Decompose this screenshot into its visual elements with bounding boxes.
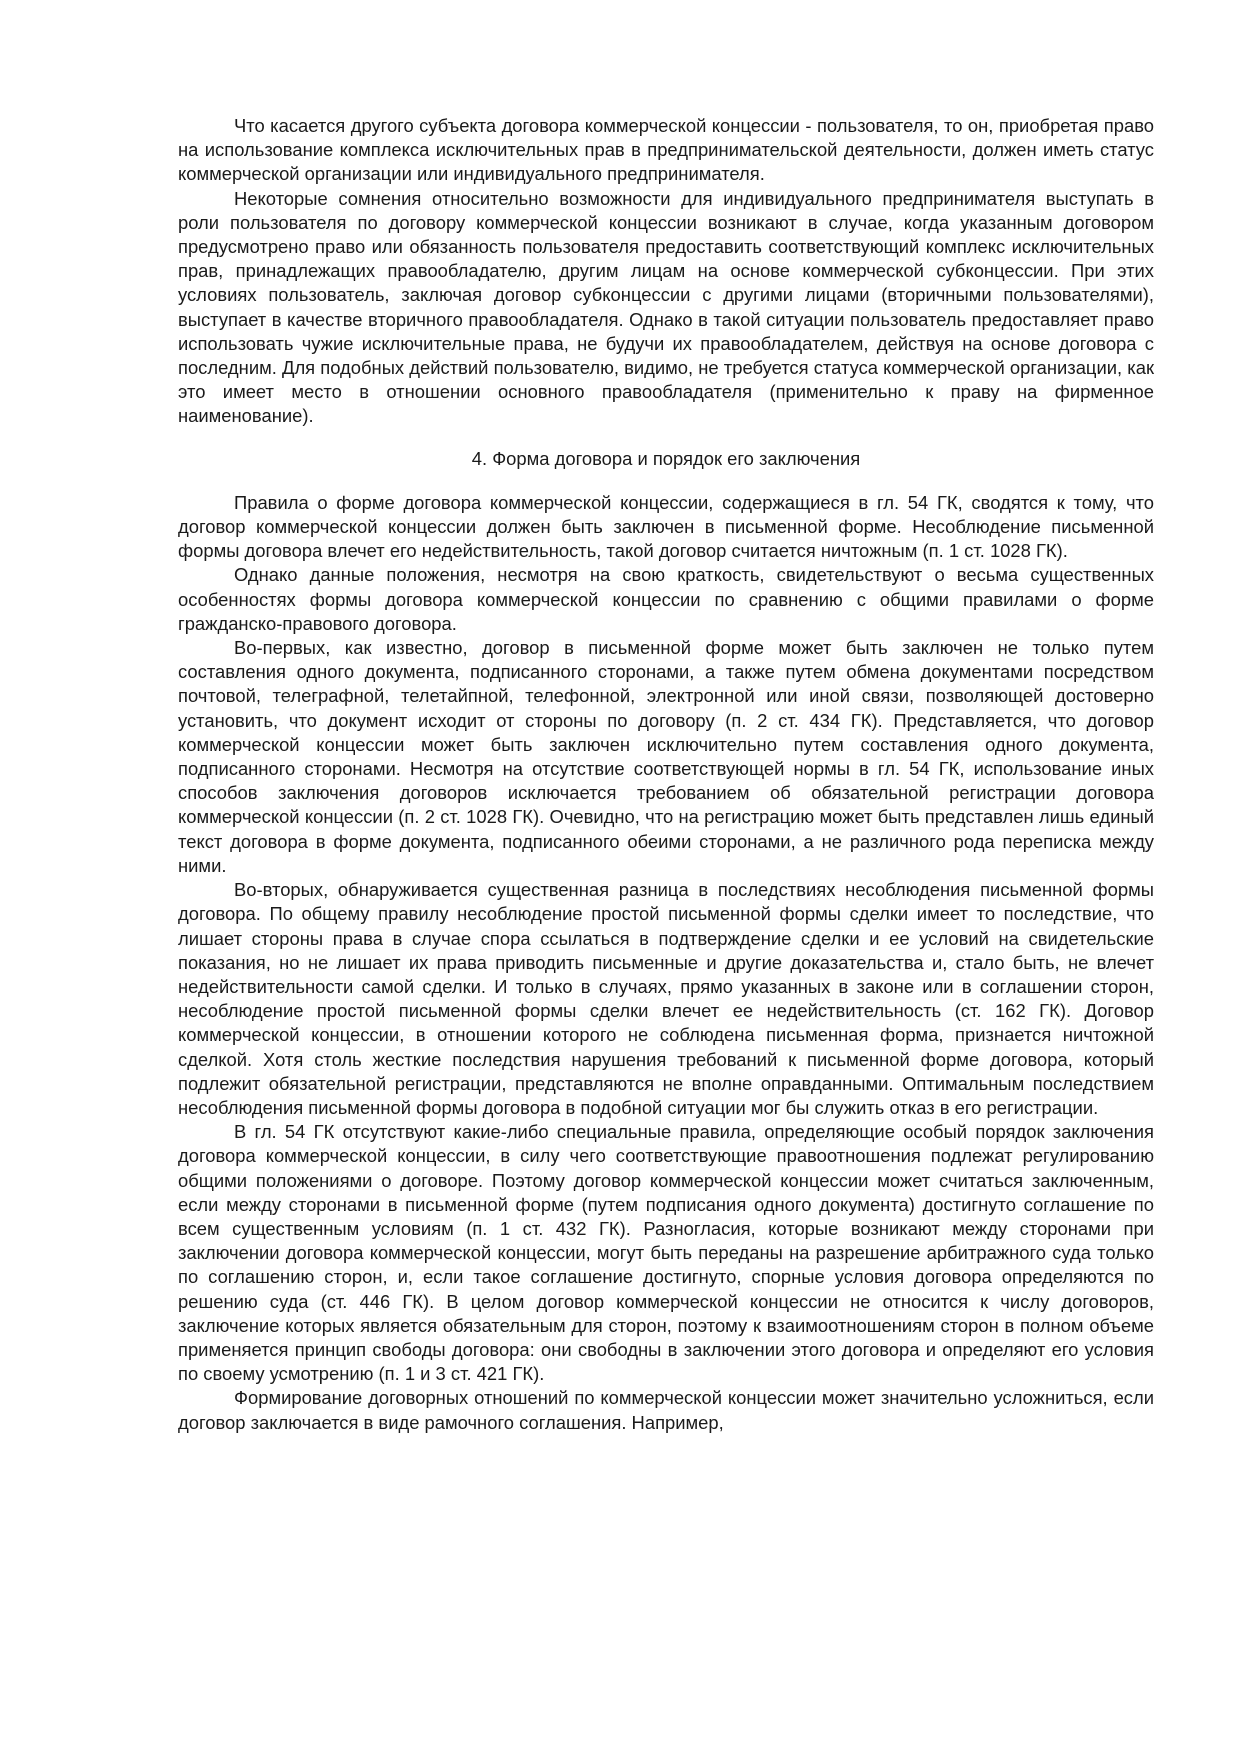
document-page [178, 114, 1154, 1435]
paragraph-form-rules: Правила о форме договора коммерческой концессии, содержащиеся в гл. 54 ГК, сводятся к тому, что договор коммерческой концессии должен быть заключен в письменной форме. Несоблюдение письменной формы договора влечет его недействительность, такой договор считается ничтожным (п. 1 ст. 1028 ГК). [178, 491, 1154, 562]
paragraph-secondly: Во-вторых, обнаруживается существенная разница в последствиях несоблюдения письменной формы договора. По общему правилу несоблюдение простой письменной формы сделки имеет то последствие, что лишает стороны права в случае спора ссылаться в подтверждение сделки и ее условий на свидетельские показания, но не лишает их права приводить письменные и другие доказательства и, стало быть, не влечет недействительности самой сделки. И только в случаях, прямо указанных в законе или в соглашении сторон, несоблюдение простой письменной формы сделки влечет ее недействительность (ст. 162 ГК). Договор коммерческой концессии, в отношении которого не соблюдена письменная форма, признается ничтожной сделкой. Хотя столь жесткие последствия нарушения требований к письменной форме договора, который подлежит обязательной регистрации, представляются не вполне оправданными. Оптимальным последствием несоблюдения письменной формы договора в подобной ситуации мог бы служить отказ в его регистрации. [178, 879, 1154, 1118]
section-heading: 4. Форма договора и порядок его заключения [471, 447, 861, 469]
paragraph-conclusion-procedure: В гл. 54 ГК отсутствуют какие-либо специальные правила, определяющие особый порядок заключения договора коммерческой концессии, в силу чего соответствующие правоотношения подлежат регулированию общими положениями о договоре. Поэтому договор коммерческой концессии может считаться заключенным, если между сторонами в письменной форме (путем подписания одного документа) достигнуто соглашение по всем существенным условиям (п. 1 ст. 432 ГК). Разногласия, которые возникают между сторонами при заключении договора коммерческой концессии, могут быть переданы на разрешение арбитражного суда только по соглашению сторон, и, если такое соглашение достигнуто, спорные условия договора определяются по решению суда (ст. 446 ГК). В целом договор коммерческой концессии не относится к числу договоров, заключение которых является обязательным для сторон, поэтому к взаимоотношениям сторон в полном объеме применяется принцип свободы договора: они свободны в заключении этого договора и определяют его условия по своему усмотрению (п. 1 и 3 ст. 421 ГК). [178, 1121, 1154, 1385]
paragraph-firstly: Во-первых, как известно, договор в письменной форме может быть заключен не только путем составления одного документа, подписанного сторонами, а также путем обмена документами посредством почтовой, телеграфной, телетайпной, телефонной, электронной или иной связи, позволяющей достоверно установить, что документ исходит от стороны по договору (п. 2 ст. 434 ГК). Представляется, что договор коммерческой концессии может быть заключен исключительно путем составления одного документа, подписанного сторонами. Несмотря на отсутствие соответствующей нормы в гл. 54 ГК, использование иных способов заключения договоров исключается требованием об обязательной регистрации договора коммерческой концессии (п. 2 ст. 1028 ГК). Очевидно, что на регистрацию может быть представлен лишь единый текст договора в форме документа, подписанного обеими сторонами, а не различного рода переписка между ними. [178, 637, 1154, 876]
paragraph-user-subject: Что касается другого субъекта договора коммерческой концессии - пользователя, то он, приобретая право на использование комплекса исключительных прав в предпринимательской деятельности, должен иметь статус коммерческой организации или индивидуального предпринимателя. [178, 115, 1154, 185]
paragraph-form-features: Однако данные положения, несмотря на свою краткость, свидетельствуют о весьма существенных особенностях формы договора коммерческой концессии по сравнению с общими правилами о форме гражданско-правового договора. [178, 564, 1154, 634]
paragraph-individual-entrepreneur: Некоторые сомнения относительно возможности для индивидуального предпринимателя выступать в роли пользователя по договору коммерческой концессии возникают в случае, когда указанным договором предусмотрено право или обязанность пользователя предоставить соответствующий комплекс исключительных прав, принадлежащих правообладателю, другим лицам на основе коммерческой субконцессии. При этих условиях пользователь, заключая договор субконцессии с другими лицами (вторичными пользователями), выступает в качестве вторичного правообладателя. Однако в такой ситуации пользователь предоставляет право использовать чужие исключительные права, не будучи их правообладателем, действуя на основе договора с последним. Для подобных действий пользователю, видимо, не требуется статуса коммерческой организации, как это имеет место в отношении основного правообладателя (применительно к праву на фирменное наименование). [178, 187, 1154, 427]
paragraph-framework-agreement: Формирование договорных отношений по коммерческой концессии может значительно усложниться, если договор заключается в виде рамочного соглашения. Например, [178, 1387, 1154, 1433]
